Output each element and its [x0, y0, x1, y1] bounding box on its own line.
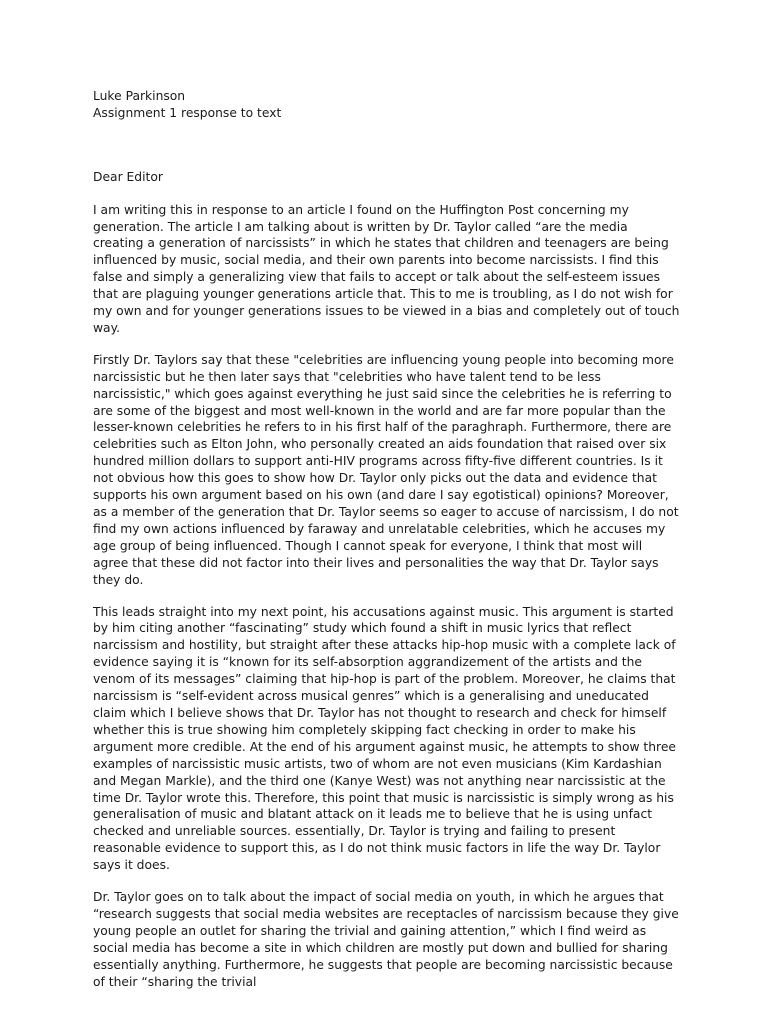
author-name: Luke Parkinson — [93, 89, 186, 103]
salutation: Dear Editor — [93, 170, 163, 185]
paragraph-social-media: Dr. Taylor goes on to talk about the impact of social media on youth, in which he argues that “research suggests that social media websites are receptacles of narcissism because they give young people an outlet for sharing the trivial and gaining attention,” which I find weird as social media has become a site in which children are mostly put down and bullied for sharing essentially anything. Furthermore, he suggests that people are becoming narcissistic because of their “sharing the trivial — [93, 890, 679, 989]
assignment-title: Assignment 1 response to text — [93, 106, 282, 121]
paragraph-celebrities: Firstly Dr. Taylors say that these "celebrities are influencing young people into becoming more narcissistic but he then later says that "celebrities who have talent tend to be less narcissistic," which goes against everything he just said since the celebrities he is referring to are some of the biggest and most well-known in the world and are far more popular than the lesser-known celebrities he refers to in his first half of the paraghraph. Furthermore, there are celebrities such as Elton John, who personally created an aids foundation that raised over six hundred million dollars to support anti-HIV programs across fifty-five different countries. Is it not obvious how this goes to show how Dr. Taylor only picks out the data and evidence that supports his own argument based on his own (and dare I say egotistical) opinions? Moreover, as a member of the generation that Dr. Taylor seems so eager to accuse of narcissism, I do not find my own actions influenced by faraway and unrelatable celebrities, which he accuses my age group of being influenced. Though I cannot speak for everyone, I think that most will agree that these did not factor into their lives and personalities the way that Dr. Taylor says they do. — [93, 352, 679, 587]
paragraph-music: This leads straight into my next point, his accusations against music. This argument is started by him citing another “fascinating” study which found a shift in music lyrics that reflect narcissism and hostility, but straight after these attacks hip-hop music with a complete lack of evidence saying it is “known for its self-absorption aggrandizement of the artists and the venom of its messages” claiming that hip-hop is part of the problem. Moreover, he claims that narcissism is “self-evident across musical genres” which is a generalising and uneducated claim which I believe shows that Dr. Taylor has not thought to research and check for himself whether this is true showing him completely skipping fact checking in order to make his argument more credible. At the end of his argument against music, he attempts to show three examples of narcissistic music artists, two of whom are not even musicians (Kim Kardashian and Megan Markle), and the third one (Kanye West) was not anything near narcissistic at the time Dr. Taylor wrote this. Therefore, this point that music is narcissistic is simply wrong as his generalisation of music and blatant attack on it leads me to believe that he is using unfact checked and unreliable sources. essentially, Dr. Taylor is trying and failing to present reasonable evidence to support this, as I do not think music factors in life the way Dr. Taylor says it does. — [93, 604, 676, 873]
paragraph-intro: I am writing this in response to an article I found on the Huffington Post concerning my generation. The article I am talking about is written by Dr. Taylor called “are the media creating a generation of narcissists” in which he states that children and teenagers are being influenced by music, social media, and their own parents into become narcissists. I find this false and simply a generalizing view that fails to accept or talk about the self-esteem issues that are plaguing younger generations article that. This to me is troubling, as I do not wish for my own and for younger generations issues to be viewed in a bias and completely out of touch way. — [93, 202, 680, 335]
document-header — [93, 88, 680, 122]
